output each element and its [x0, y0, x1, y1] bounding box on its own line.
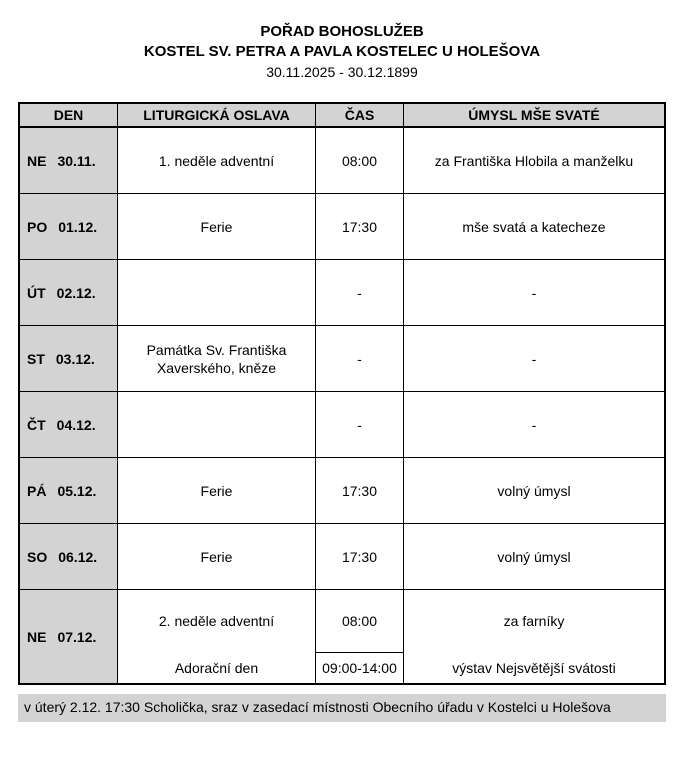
time-cell: [315, 590, 403, 683]
liturgy-cell: Ferie: [117, 458, 315, 523]
day-abbr: PÁ: [27, 482, 47, 499]
table-row: [20, 391, 664, 457]
liturgy-cell: [117, 260, 315, 325]
liturgy-cell: Ferie: [117, 194, 315, 259]
day-date: 05.12.: [57, 482, 97, 499]
day-cell: [20, 524, 117, 589]
day-abbr: SO: [27, 548, 48, 565]
time-cell: -: [315, 326, 403, 391]
intention-cell: -: [403, 326, 664, 391]
liturgy-entry-2: Adorační den: [174, 659, 259, 676]
liturgy-cell: [117, 590, 315, 683]
table-row: [20, 259, 664, 325]
day-date: 03.12.: [55, 350, 95, 367]
church-name: KOSTEL SV. PETRA A PAVLA KOSTELEC U HOLEŠOVA: [143, 43, 541, 60]
day-abbr: NE: [27, 628, 47, 645]
day-abbr: PO: [27, 218, 48, 235]
column-header-intention: ÚMYSL MŠE SVATÉ: [403, 104, 664, 126]
liturgy-cell: [117, 392, 315, 457]
intention-entry-1: za farníky: [503, 613, 565, 629]
time-cell: 08:00: [315, 128, 403, 193]
day-abbr: ÚT: [27, 284, 46, 301]
day-date: 04.12.: [56, 416, 96, 433]
table-row: [20, 325, 664, 391]
liturgy-cell: Ferie: [117, 524, 315, 589]
table-row: [20, 127, 664, 193]
liturgy-cell: Památka Sv. Františka Xaverského, kněze: [117, 326, 315, 391]
page-title: POŘAD BOHOSLUŽEB: [260, 23, 424, 40]
day-date: 07.12.: [57, 628, 97, 645]
day-abbr: ČT: [27, 416, 46, 433]
day-cell: [20, 260, 117, 325]
footer-note: v úterý 2.12. 17:30 Scholička, sraz v zasedací místnosti Obecního úřadu v Kostelci u Holešova: [18, 694, 666, 722]
column-header-liturgy: LITURGICKÁ OSLAVA: [117, 104, 315, 126]
day-cell: [20, 194, 117, 259]
time-cell: -: [315, 392, 403, 457]
liturgy-entry-1: 2. neděle adventní: [158, 613, 275, 629]
day-cell: [20, 458, 117, 523]
day-cell: [20, 128, 117, 193]
time-cell: -: [315, 260, 403, 325]
table-header-row: [20, 104, 664, 127]
time-entry-1: 08:00: [341, 613, 378, 629]
day-abbr: NE: [27, 152, 47, 169]
time-cell: 17:30: [315, 524, 403, 589]
day-cell: [20, 590, 117, 683]
intention-cell: -: [403, 260, 664, 325]
column-header-day: DEN: [53, 107, 84, 123]
document-header: [0, 0, 684, 83]
intention-cell: -: [403, 392, 664, 457]
intention-entry-2: výstav Nejsvětější svátosti: [452, 659, 616, 676]
day-cell: [20, 326, 117, 391]
day-date: 30.11.: [57, 152, 96, 169]
intention-cell: za Františka Hlobila a manželku: [403, 128, 664, 193]
day-date: 02.12.: [56, 284, 96, 301]
date-range: 30.11.2025 - 30.12.1899: [266, 64, 418, 80]
column-header-time: ČAS: [315, 104, 403, 126]
table-row: [20, 193, 664, 259]
time-cell: 17:30: [315, 194, 403, 259]
liturgy-cell: 1. neděle adventní: [117, 128, 315, 193]
table-row: [20, 589, 664, 683]
day-cell: [20, 392, 117, 457]
day-abbr: ST: [27, 350, 45, 367]
schedule-table: [18, 102, 666, 685]
day-date: 01.12.: [58, 218, 98, 235]
intention-cell: mše svatá a katecheze: [403, 194, 664, 259]
intention-cell: volný úmysl: [403, 524, 664, 589]
table-row: [20, 457, 664, 523]
time-entry-2: 09:00-14:00: [316, 652, 403, 683]
intention-cell: [403, 590, 664, 683]
table-row: [20, 523, 664, 589]
day-date: 06.12.: [58, 548, 98, 565]
intention-cell: volný úmysl: [403, 458, 664, 523]
time-cell: 17:30: [315, 458, 403, 523]
